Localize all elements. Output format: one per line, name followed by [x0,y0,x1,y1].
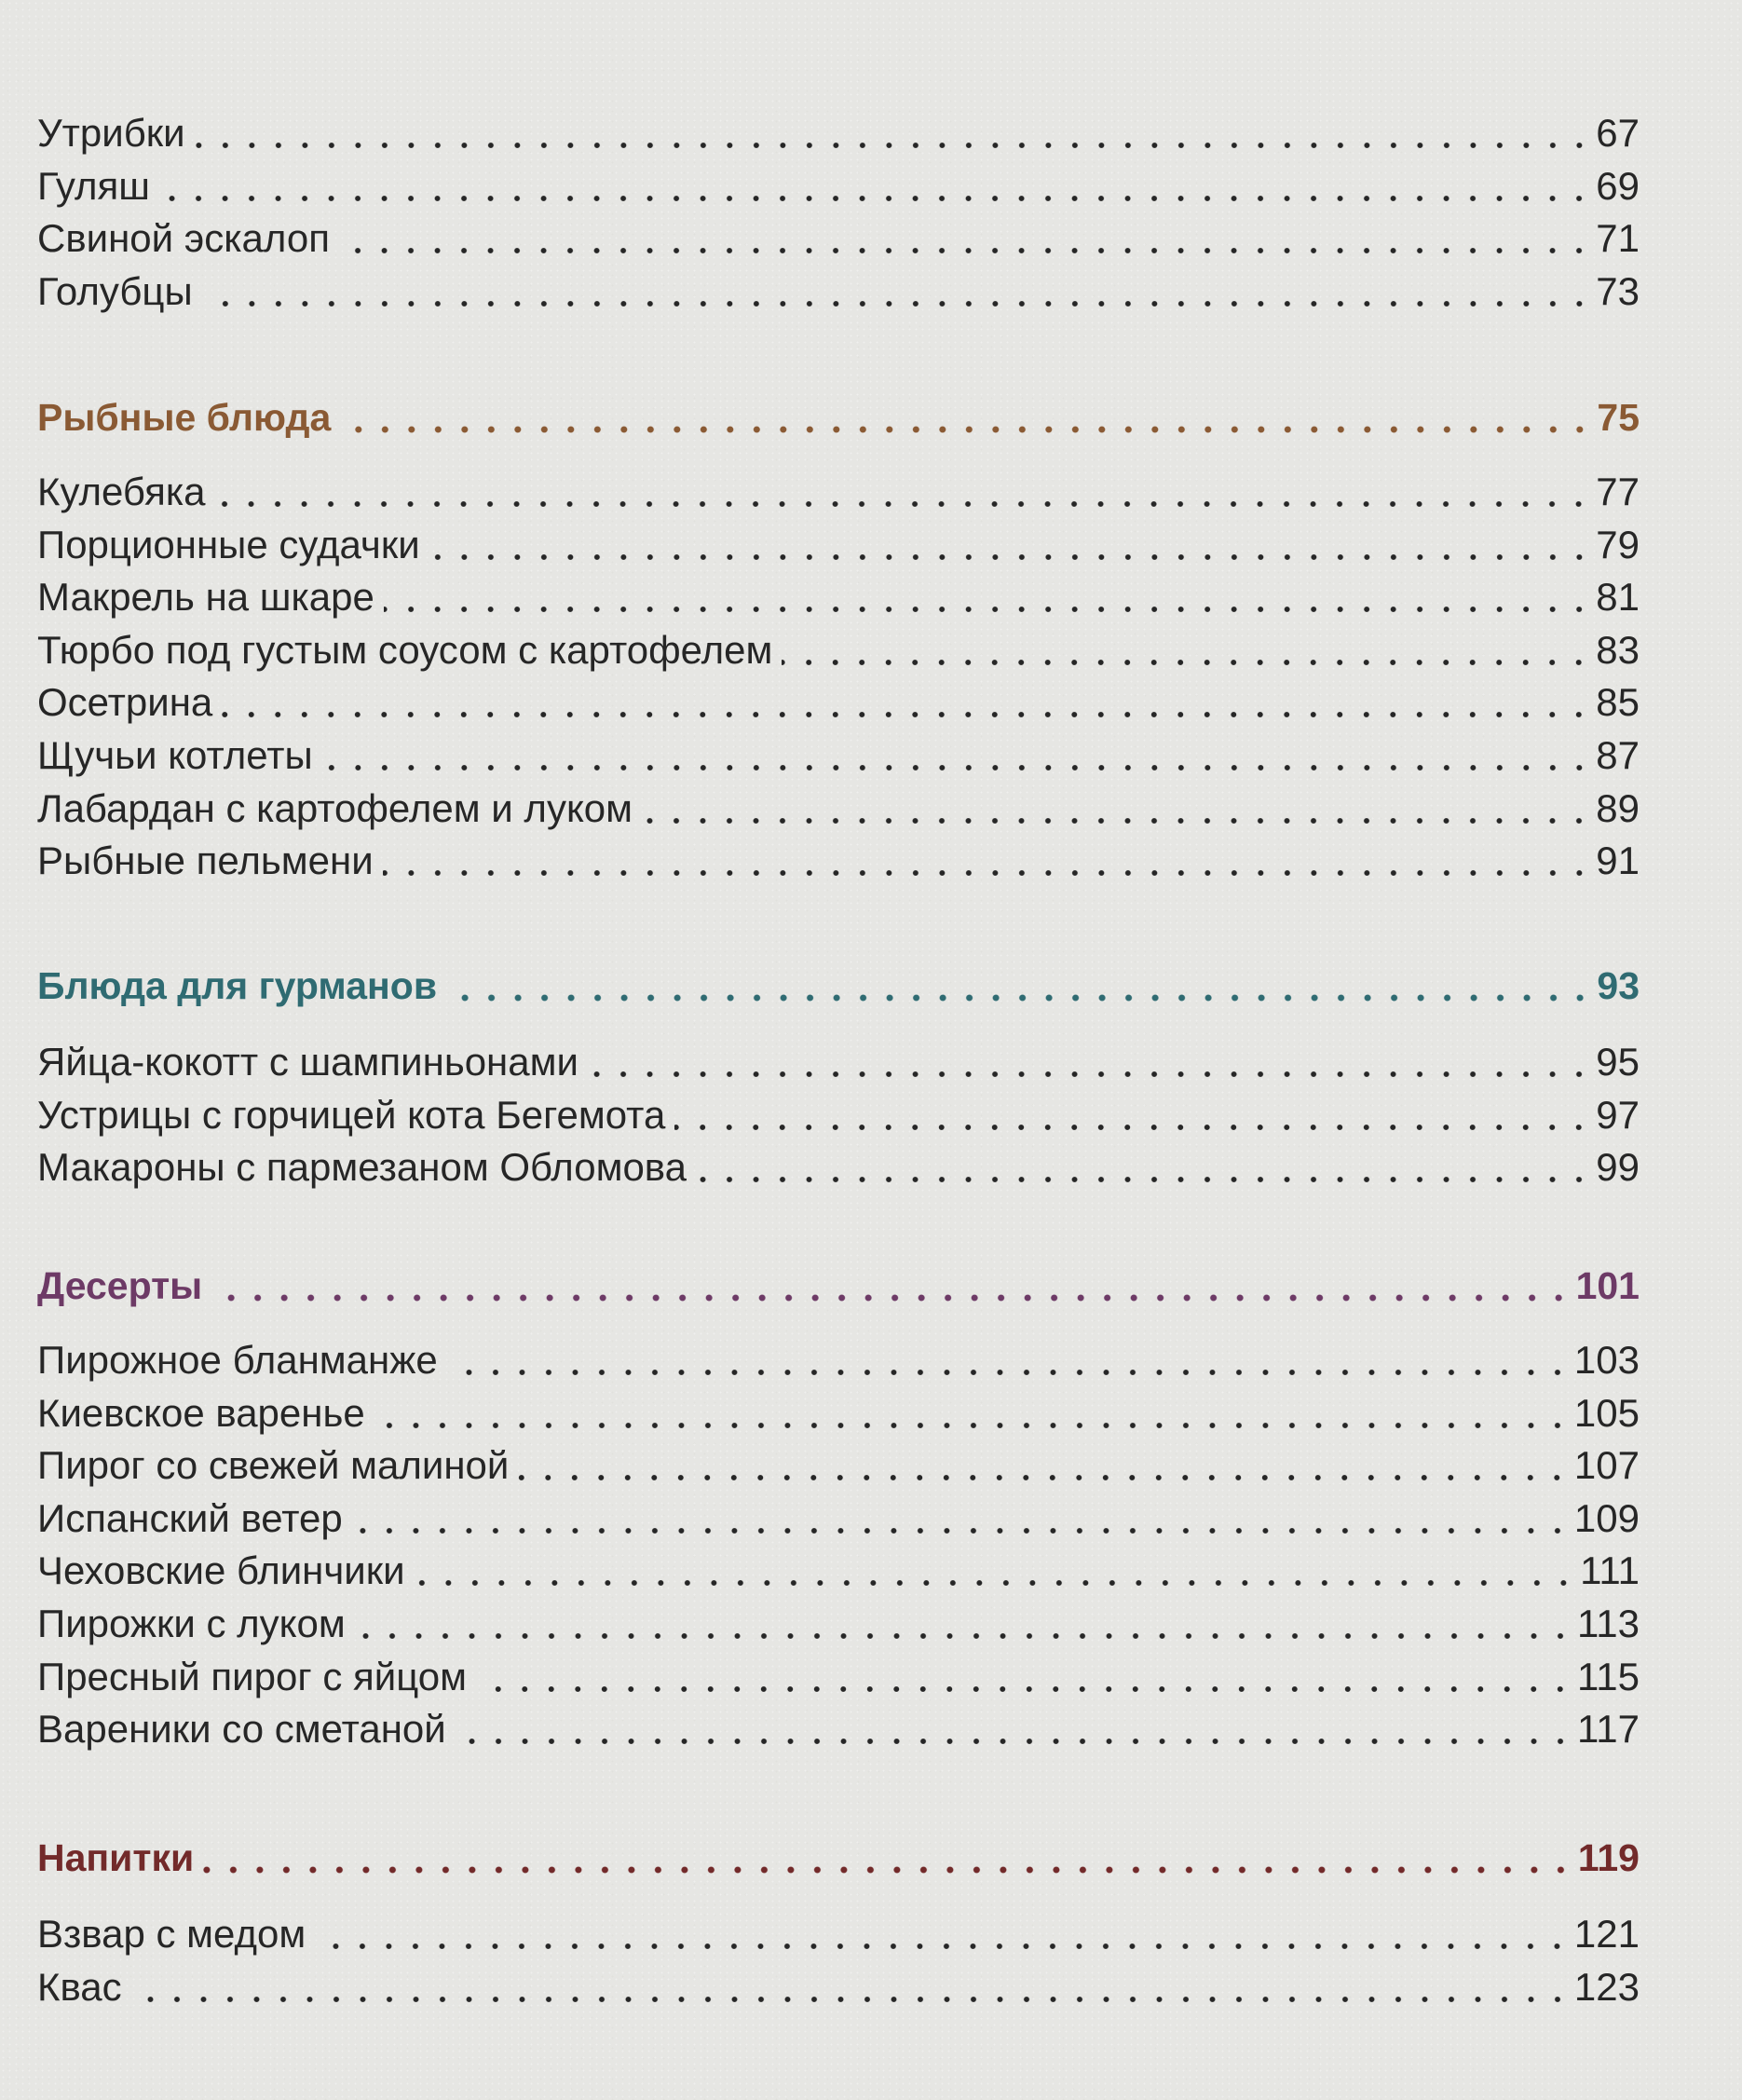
dot-leader [782,659,1592,666]
entry-title: Свиной эскалоп [37,216,330,261]
toc-entry [37,266,1640,318]
entry-title: Яйца-кокотт с шампиньонами [37,1040,578,1084]
toc-entry [37,1089,1640,1141]
toc-entry [37,212,1640,265]
entry-title: Тюрбо под густым соусом с картофелем [37,627,773,672]
dot-leader [222,711,1592,718]
page-number: 93 [1597,964,1640,1007]
dot-leader [339,247,1592,254]
toc-entry [37,624,1640,676]
dot-leader [195,142,1593,149]
dot-leader [340,426,1593,433]
toc-entry [37,1961,1640,2013]
page-number: 115 [1577,1654,1640,1698]
page-number: 117 [1577,1707,1640,1752]
entry-title: Пресный пирог с яйцом [37,1654,468,1698]
section-title: Блюда для гурманов [37,964,438,1007]
toc-entry [37,1908,1640,1960]
entry-title: Пирог со свежей малиной [37,1443,510,1488]
section-title: Десерты [37,1264,203,1307]
dot-leader [211,1294,1572,1302]
section-title: Рыбные блюда [37,396,332,439]
dot-leader [374,1422,1571,1429]
toc-entry [37,1334,1640,1386]
toc-section-heading [37,1832,1640,1884]
dot-leader [415,1579,1577,1587]
toc-section-heading [37,1260,1640,1312]
toc-entry [37,1651,1640,1703]
toc-entry [37,160,1640,212]
page-number: 119 [1577,1836,1640,1879]
page-number: 111 [1580,1548,1640,1593]
dot-leader [352,1527,1571,1534]
page-number: 75 [1597,396,1640,439]
page-number: 109 [1573,1495,1640,1540]
page-number: 83 [1596,627,1640,672]
toc-entry [37,1493,1640,1545]
toc-entry [37,466,1640,518]
dot-leader [588,1070,1592,1078]
page-number: 99 [1596,1145,1640,1190]
toc-entry [37,107,1640,159]
entry-title: Пирожки с луком [37,1602,346,1645]
entry-title: Чеховские блинчики [37,1548,405,1593]
dot-leader [214,500,1592,508]
page-number: 69 [1596,163,1640,208]
toc-section-heading [37,960,1640,1012]
entry-title: Рыбные пельмени [37,839,374,883]
entry-title: Вареники со сметаной [37,1707,446,1752]
toc-entry [37,1598,1640,1650]
toc-entry [37,1387,1640,1439]
entry-title: Голубцы [37,268,193,313]
dot-leader [476,1685,1573,1693]
page-number: 103 [1573,1338,1640,1382]
entry-title: Киевское варенье [37,1390,365,1435]
toc-entry [37,730,1640,782]
page-number: 85 [1596,680,1640,725]
entry-title: Квас [37,1964,122,2009]
entry-title: Кулебяка [37,470,206,513]
dot-leader [159,195,1592,202]
page-number: 113 [1577,1602,1640,1645]
toc-entry [37,1703,1640,1755]
page-number: 67 [1596,111,1640,155]
entry-title: Макрель на шкаре [37,575,374,620]
entry-title: Лабардан с картофелем и луком [37,785,633,830]
toc-entry [37,783,1640,835]
entry-title: Взвар с медом [37,1912,306,1956]
toc-entry [37,571,1640,623]
toc-entry [37,1439,1640,1492]
page-number: 105 [1573,1390,1640,1435]
dot-leader [203,1866,1574,1874]
dot-leader [202,300,1593,307]
section-title: Напитки [37,1836,195,1879]
page-number: 123 [1573,1964,1640,2009]
toc-entry [37,676,1640,729]
dot-leader [383,869,1593,877]
page-number: 95 [1596,1040,1640,1084]
dot-leader [642,817,1592,825]
dot-leader [322,764,1593,771]
dot-leader [384,606,1592,613]
dot-leader [355,1632,1573,1640]
toc-entry [37,835,1640,887]
page-number: 91 [1596,839,1640,883]
entry-title: Устрицы с горчицей кота Бегемота [37,1092,666,1137]
page-number: 73 [1596,268,1640,313]
page-number: 87 [1596,733,1640,777]
page-number: 79 [1596,522,1640,566]
dot-leader [696,1176,1592,1183]
toc-entry [37,1545,1640,1597]
toc-entry [37,519,1640,571]
dot-leader [131,1996,1571,2003]
toc-entry [37,1141,1640,1193]
dot-leader [447,1369,1571,1376]
dot-leader [456,1738,1573,1745]
page-number: 107 [1573,1443,1640,1488]
page-number: 101 [1575,1264,1640,1307]
entry-title: Пирожное бланманже [37,1338,438,1382]
dot-leader [518,1474,1571,1481]
page-number: 89 [1596,785,1640,830]
dot-leader [429,553,1593,561]
page-number: 97 [1596,1092,1640,1137]
entry-title: Макароны с пармезаном Обломова [37,1145,687,1190]
entry-title: Осетрина [37,680,213,725]
entry-title: Гуляш [37,163,150,208]
entry-title: Испанский ветер [37,1495,343,1540]
page-number: 81 [1596,575,1640,620]
toc-entry [37,1036,1640,1088]
entry-title: Утрибки [37,111,185,155]
page-number: 71 [1596,216,1640,261]
toc-section-heading [37,391,1640,443]
dot-leader [446,994,1593,1002]
dot-leader [315,1943,1571,1950]
entry-title: Щучьи котлеты [37,733,313,777]
page-number: 121 [1573,1912,1640,1956]
entry-title: Порционные судачки [37,522,420,566]
page-number: 77 [1596,470,1640,513]
dot-leader [674,1124,1592,1131]
